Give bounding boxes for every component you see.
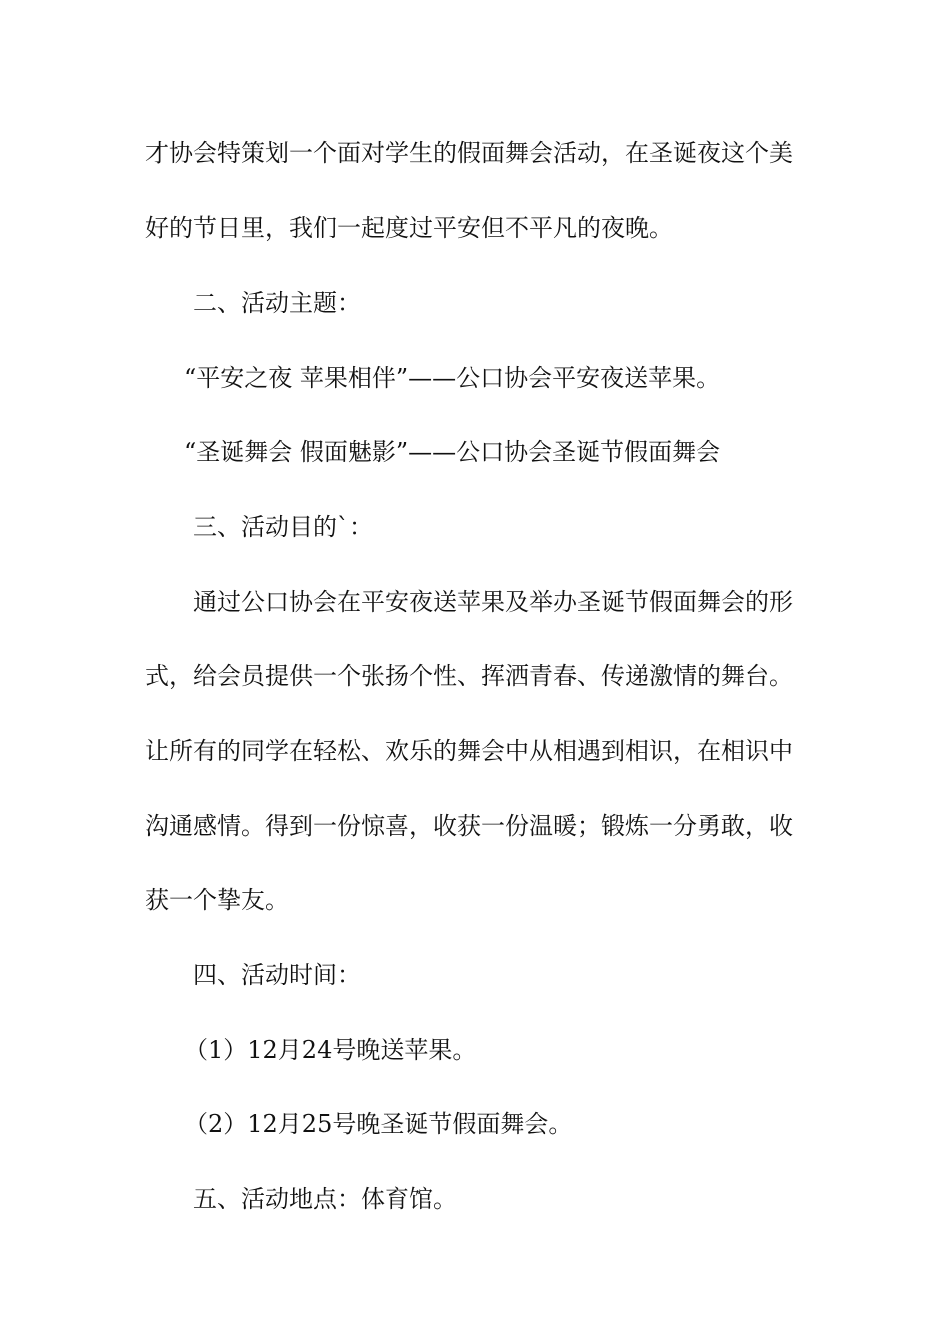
paragraph-line: 沟通感情。得到一份惊喜，收获一份温暖；锻炼一分勇敢，收 (145, 812, 793, 840)
section-heading-time: 四、活动时间： (193, 961, 361, 989)
time-item: （1）12月24号晚送苹果。 (184, 1036, 477, 1064)
paragraph-line: 通过公口协会在平安夜送苹果及举办圣诞节假面舞会的形 (193, 588, 793, 616)
section-heading-theme: 二、活动主题： (193, 289, 361, 317)
paragraph-line: 好的节日里，我们一起度过平安但不平凡的夜晚。 (145, 214, 673, 242)
paragraph-line: 获一个挚友。 (145, 886, 289, 914)
theme-line: “圣诞舞会 假面魅影”——公口协会圣诞节假面舞会 (184, 438, 721, 466)
paragraph-line: 才协会特策划一个面对学生的假面舞会活动，在圣诞夜这个美 (145, 139, 793, 167)
paragraph-line: 式，给会员提供一个张扬个性、挥洒青春、传递激情的舞台。 (145, 662, 793, 690)
section-heading-location: 五、活动地点：体育馆。 (193, 1185, 457, 1213)
section-heading-purpose: 三、活动目的`： (193, 513, 373, 541)
paragraph-line: 让所有的同学在轻松、欢乐的舞会中从相遇到相识，在相识中 (145, 737, 793, 765)
theme-line: “平安之夜 苹果相伴”——公口协会平安夜送苹果。 (184, 364, 721, 392)
time-item: （2）12月25号晚圣诞节假面舞会。 (184, 1110, 573, 1138)
